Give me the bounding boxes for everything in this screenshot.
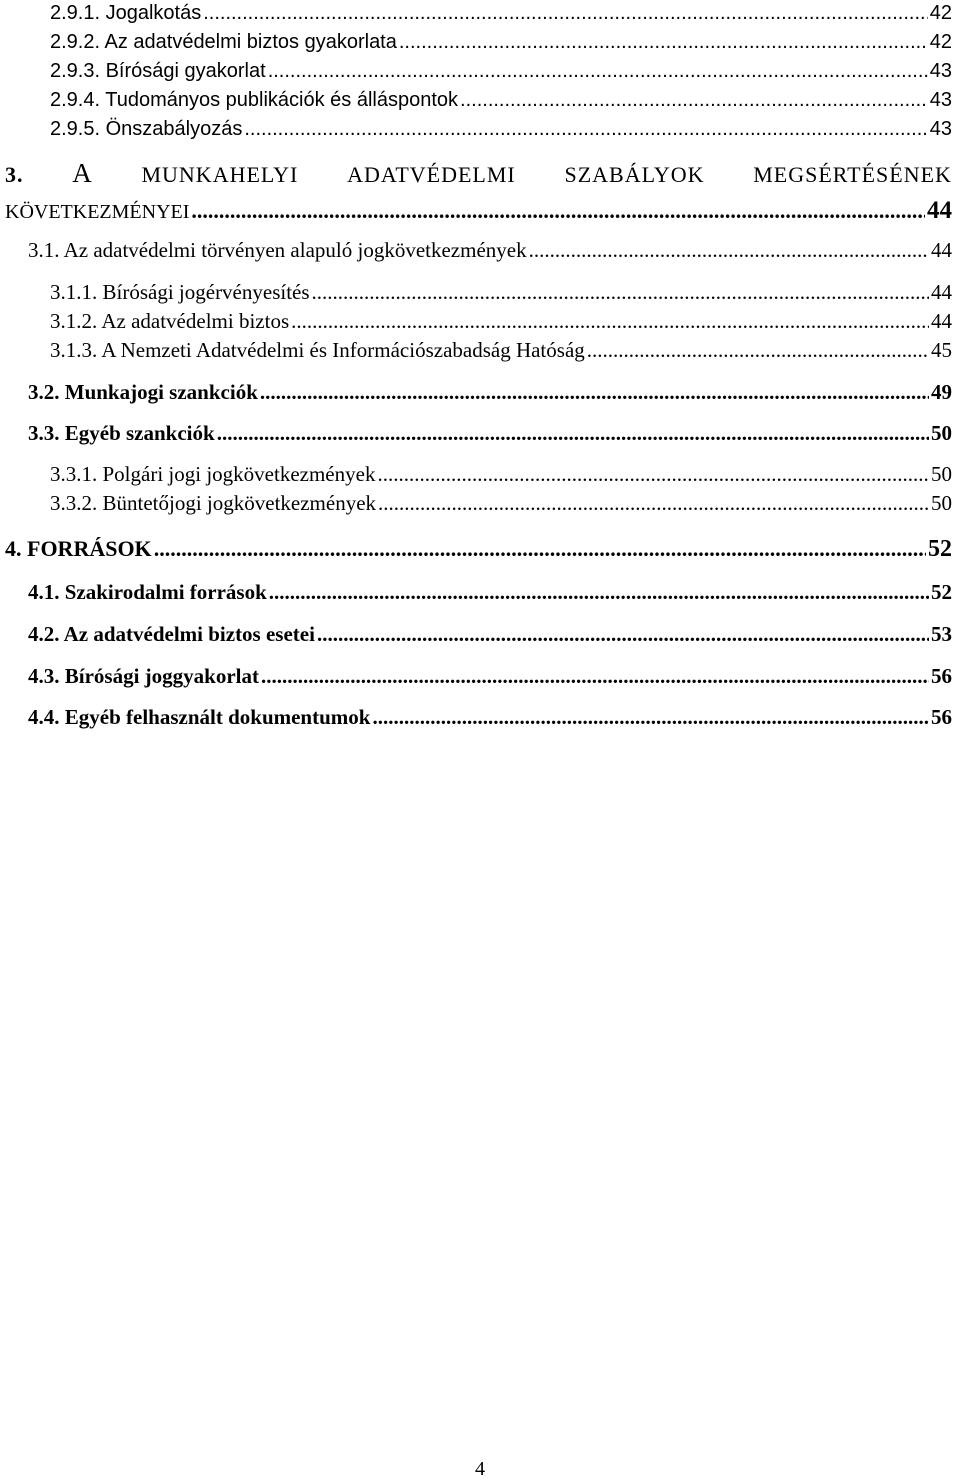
toc-entry-page: 42: [929, 2, 952, 24]
toc-entry-label: 3.1.2. Az adatvédelmi biztos: [50, 309, 290, 333]
toc-entry-4-4[interactable]: [28, 705, 952, 730]
toc-leader-dots: [399, 31, 928, 54]
toc-leader-dots: [372, 705, 929, 730]
toc-entry-label: 2.9.1. Jogalkotás: [50, 2, 202, 24]
toc-entry-3-1[interactable]: [28, 238, 952, 263]
toc-chapter-4[interactable]: [5, 536, 952, 563]
chapter-4-label: 4. FORRÁSOK: [5, 536, 152, 561]
toc-entry-label: 3.1.3. A Nemzeti Adatvédelmi és Információszabadság Hatóság: [50, 338, 585, 362]
toc-entry-label: 3.3.1. Polgári jogi jogkövetkezmények: [50, 462, 376, 486]
toc-entry-page: 43: [929, 118, 952, 140]
toc-entry-label: 2.9.2. Az adatvédelmi biztos gyakorlata: [50, 31, 397, 53]
page-number: 4: [475, 1458, 485, 1480]
toc-entry-4-1[interactable]: [28, 580, 952, 605]
toc-entry-page: 42: [929, 31, 952, 53]
toc-entry-2-9-4[interactable]: [50, 89, 952, 112]
toc-entry-label: 3.3.2. Büntetőjogi jogkövetkezmények: [50, 491, 377, 515]
chapter-3-word: SZABÁLYOK: [564, 162, 705, 187]
toc-leader-dots: [244, 118, 927, 141]
toc-entry-4-3[interactable]: [28, 664, 952, 689]
toc-entry-3-1-2[interactable]: [50, 309, 952, 334]
chapter-4-page: 52: [928, 536, 952, 562]
toc-leader-dots: [261, 664, 929, 689]
toc-leader-dots: [460, 89, 928, 112]
toc-entry-page: 50: [931, 421, 952, 445]
toc-leader-dots: [312, 280, 929, 305]
toc-entry-page: 43: [929, 89, 952, 111]
chapter-3-word: MEGSÉRTÉSÉNEK: [753, 162, 952, 187]
toc-entry-3-3-1[interactable]: [50, 462, 952, 487]
chapter-3-continuation-label: KÖVETKEZMÉNYEI: [5, 201, 190, 223]
toc-entry-2-9-5[interactable]: [50, 118, 952, 141]
toc-entry-page: 50: [931, 462, 952, 486]
toc-entry-label: 3.1.1. Bírósági jogérvényesítés: [50, 280, 310, 304]
toc-leader-dots: [317, 622, 929, 647]
toc-entry-label: 3.1. Az adatvédelmi törvényen alapuló jogkövetkezmények: [28, 238, 527, 262]
toc-entry-page: 52: [931, 580, 952, 604]
toc-entry-label: 4.4. Egyéb felhasznált dokumentumok: [28, 705, 371, 729]
toc-entry-3-3[interactable]: [28, 421, 952, 446]
chapter-3-page: 44: [927, 197, 952, 224]
toc-entry-3-1-3[interactable]: [50, 338, 952, 363]
toc-entry-2-9-2[interactable]: [50, 31, 952, 54]
toc-leader-dots: [291, 309, 929, 334]
toc-entry-3-1-1[interactable]: [50, 280, 952, 305]
toc-entry-label: 4.1. Szakirodalmi források: [28, 580, 267, 604]
toc-entry-page: 44: [931, 309, 952, 333]
toc-leader-dots: [269, 580, 929, 605]
toc-chapter-3-continuation[interactable]: [5, 197, 952, 225]
chapter-3-word: ADATVÉDELMI: [347, 162, 516, 187]
toc-leader-dots: [154, 536, 926, 562]
toc-entry-3-2[interactable]: [28, 380, 952, 405]
toc-entry-label: 4.3. Bírósági joggyakorlat: [28, 664, 259, 688]
chapter-3-number: 3.: [5, 162, 24, 187]
toc-entry-page: 43: [929, 60, 952, 82]
toc-leader-dots: [191, 198, 925, 224]
toc-entry-label: 2.9.5. Önszabályozás: [50, 118, 243, 140]
toc-entry-page: 44: [931, 280, 952, 304]
toc-leader-dots: [377, 462, 929, 487]
toc-entry-page: 45: [931, 338, 952, 362]
toc-entry-label: 2.9.3. Bírósági gyakorlat: [50, 60, 266, 82]
toc-leader-dots: [587, 338, 929, 363]
toc-leader-dots: [203, 2, 928, 25]
toc-entry-2-9-3[interactable]: [50, 60, 952, 83]
toc-entry-label: 2.9.4. Tudományos publikációk és álláspontok: [50, 89, 459, 111]
toc-entry-label: 4.2. Az adatvédelmi biztos esetei: [28, 622, 315, 646]
toc-entry-2-9-1[interactable]: [50, 2, 952, 25]
toc-leader-dots: [217, 421, 929, 446]
toc-entry-page: 56: [931, 705, 952, 729]
toc-entry-page: 53: [931, 622, 952, 646]
toc-entry-page: 50: [931, 491, 952, 515]
chapter-3-title-line: [5, 158, 952, 189]
toc-entry-label: 3.2. Munkajogi szankciók: [28, 380, 258, 404]
toc-entry-3-3-2[interactable]: [50, 491, 952, 516]
chapter-3-word: MUNKAHELYI: [141, 162, 299, 187]
toc-entry-label: 3.3. Egyéb szankciók: [28, 421, 215, 445]
toc-entry-page: 44: [931, 238, 952, 262]
toc-entry-page: 56: [931, 664, 952, 688]
toc-leader-dots: [260, 380, 929, 405]
toc-leader-dots: [268, 60, 928, 83]
toc-entry-page: 49: [931, 380, 952, 404]
chapter-3-word: A: [72, 158, 93, 188]
toc-entry-4-2[interactable]: [28, 622, 952, 647]
toc-leader-dots: [378, 491, 929, 516]
toc-leader-dots: [529, 238, 929, 263]
